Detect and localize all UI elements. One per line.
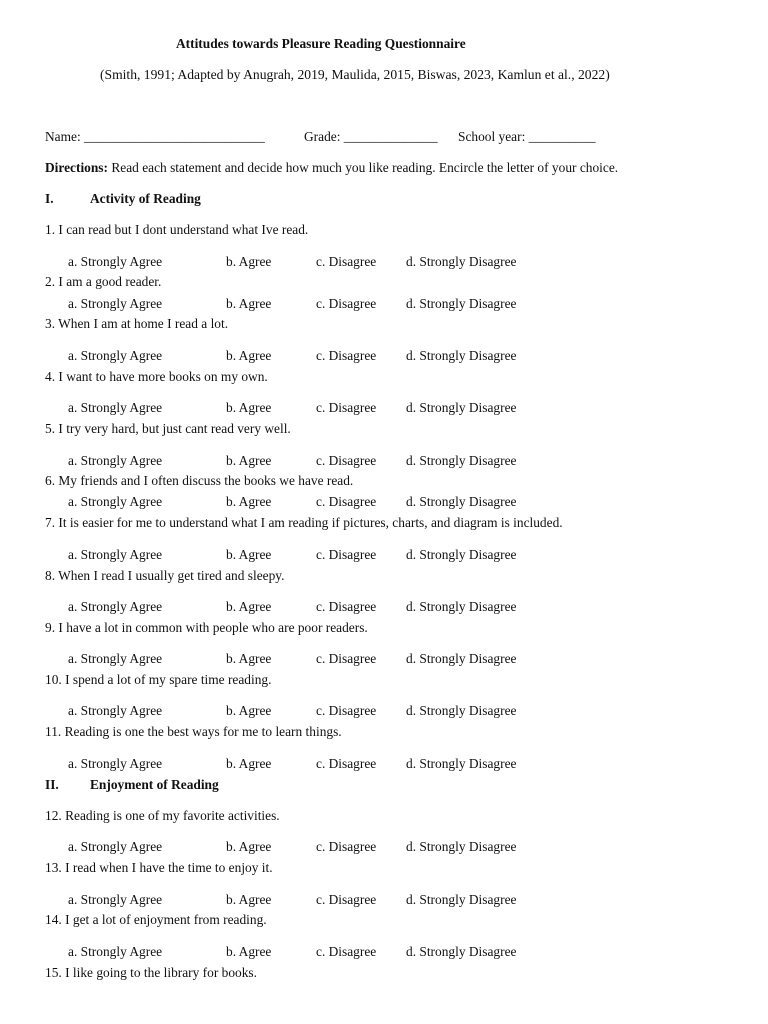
answer-options (68, 651, 548, 667)
answer-options (68, 547, 548, 563)
option-strongly-disagree[interactable]: d. Strongly Disagree (406, 453, 517, 468)
option-disagree[interactable]: c. Disagree (316, 400, 377, 415)
option-strongly-disagree[interactable]: d. Strongly Disagree (406, 400, 517, 415)
option-strongly-disagree[interactable]: d. Strongly Disagree (406, 839, 517, 854)
option-agree[interactable]: b. Agree (226, 547, 272, 562)
option-agree[interactable]: b. Agree (226, 296, 272, 311)
option-strongly-agree[interactable]: a. Strongly Agree (68, 839, 163, 854)
option-disagree[interactable]: c. Disagree (316, 599, 377, 614)
option-strongly-disagree[interactable]: d. Strongly Disagree (406, 892, 517, 907)
option-strongly-disagree[interactable]: d. Strongly Disagree (406, 703, 517, 718)
option-disagree[interactable]: c. Disagree (316, 756, 377, 771)
option-strongly-disagree[interactable]: d. Strongly Disagree (406, 944, 517, 959)
question-text: 10. I spend a lot of my spare time reading. (45, 672, 272, 687)
question-text: 3. When I am at home I read a lot. (45, 316, 229, 331)
option-strongly-disagree[interactable]: d. Strongly Disagree (406, 547, 517, 562)
section-title: Enjoyment of Reading (90, 777, 219, 792)
option-strongly-agree[interactable]: a. Strongly Agree (68, 703, 163, 718)
option-agree[interactable]: b. Agree (226, 651, 272, 666)
answer-options (68, 348, 548, 364)
option-strongly-agree[interactable]: a. Strongly Agree (68, 348, 163, 363)
answer-options (68, 892, 548, 908)
option-agree[interactable]: b. Agree (226, 348, 272, 363)
question-text: 2. I am a good reader. (45, 274, 162, 289)
school-year-field[interactable]: School year: __________ (458, 129, 596, 144)
question-text: 6. My friends and I often discuss the books we have read. (45, 473, 354, 488)
citation: (Smith, 1991; Adapted by Anugrah, 2019, Maulida, 2015, Biswas, 2023, Kamlun et al., 2022) (100, 67, 610, 82)
question-text: 4. I want to have more books on my own. (45, 369, 268, 384)
answer-options (68, 703, 548, 719)
answer-options (68, 400, 548, 416)
directions (45, 160, 618, 176)
question-text: 12. Reading is one of my favorite activities. (45, 808, 280, 823)
option-strongly-agree[interactable]: a. Strongly Agree (68, 651, 163, 666)
option-strongly-agree[interactable]: a. Strongly Agree (68, 254, 163, 269)
option-strongly-agree[interactable]: a. Strongly Agree (68, 453, 163, 468)
option-agree[interactable]: b. Agree (226, 254, 272, 269)
option-agree[interactable]: b. Agree (226, 839, 272, 854)
option-strongly-agree[interactable]: a. Strongly Agree (68, 599, 163, 614)
option-disagree[interactable]: c. Disagree (316, 703, 377, 718)
section-title: Activity of Reading (90, 191, 201, 206)
question-text: 14. I get a lot of enjoyment from reading. (45, 912, 267, 927)
option-strongly-agree[interactable]: a. Strongly Agree (68, 892, 163, 907)
option-disagree[interactable]: c. Disagree (316, 348, 377, 363)
option-strongly-disagree[interactable]: d. Strongly Disagree (406, 348, 517, 363)
option-strongly-disagree[interactable]: d. Strongly Disagree (406, 599, 517, 614)
answer-options (68, 453, 548, 469)
option-strongly-agree[interactable]: a. Strongly Agree (68, 547, 163, 562)
option-strongly-disagree[interactable]: d. Strongly Disagree (406, 296, 517, 311)
answer-options (68, 756, 548, 772)
directions-text: Read each statement and decide how much you like reading. Encircle the letter of your choice. (107, 160, 619, 175)
option-strongly-agree[interactable]: a. Strongly Agree (68, 756, 163, 771)
option-disagree[interactable]: c. Disagree (316, 494, 377, 509)
option-strongly-agree[interactable]: a. Strongly Agree (68, 400, 163, 415)
answer-options (68, 494, 548, 510)
answer-options (68, 296, 548, 312)
option-disagree[interactable]: c. Disagree (316, 296, 377, 311)
option-strongly-disagree[interactable]: d. Strongly Disagree (406, 254, 517, 269)
name-field[interactable]: Name: ___________________________ (45, 129, 265, 144)
option-disagree[interactable]: c. Disagree (316, 453, 377, 468)
option-strongly-agree[interactable]: a. Strongly Agree (68, 494, 163, 509)
question-text: 9. I have a lot in common with people who are poor readers. (45, 620, 368, 635)
option-strongly-disagree[interactable]: d. Strongly Disagree (406, 756, 517, 771)
section-number: II. (45, 777, 59, 792)
question-text: 15. I like going to the library for books. (45, 965, 257, 980)
answer-options (68, 944, 548, 960)
option-agree[interactable]: b. Agree (226, 756, 272, 771)
option-strongly-disagree[interactable]: d. Strongly Disagree (406, 651, 517, 666)
question-text: 1. I can read but I dont understand what Ive read. (45, 222, 309, 237)
option-agree[interactable]: b. Agree (226, 892, 272, 907)
question-text: 7. It is easier for me to understand what I am reading if pictures, charts, and diagram is included. (45, 515, 563, 530)
option-disagree[interactable]: c. Disagree (316, 651, 377, 666)
answer-options (68, 254, 548, 270)
option-disagree[interactable]: c. Disagree (316, 892, 377, 907)
answer-options (68, 599, 548, 615)
option-disagree[interactable]: c. Disagree (316, 547, 377, 562)
answer-options (68, 839, 548, 855)
question-text: 8. When I read I usually get tired and sleepy. (45, 568, 285, 583)
option-strongly-agree[interactable]: a. Strongly Agree (68, 296, 163, 311)
option-strongly-agree[interactable]: a. Strongly Agree (68, 944, 163, 959)
page-title: Attitudes towards Pleasure Reading Questionnaire (176, 36, 466, 51)
question-text: 5. I try very hard, but just cant read very well. (45, 421, 291, 436)
option-agree[interactable]: b. Agree (226, 944, 272, 959)
option-agree[interactable]: b. Agree (226, 453, 272, 468)
section-number: I. (45, 191, 54, 206)
option-agree[interactable]: b. Agree (226, 400, 272, 415)
option-agree[interactable]: b. Agree (226, 599, 272, 614)
directions-label: Directions: (45, 160, 108, 175)
option-disagree[interactable]: c. Disagree (316, 944, 377, 959)
question-text: 13. I read when I have the time to enjoy it. (45, 860, 273, 875)
question-text: 11. Reading is one the best ways for me to learn things. (45, 724, 342, 739)
option-agree[interactable]: b. Agree (226, 703, 272, 718)
option-disagree[interactable]: c. Disagree (316, 254, 377, 269)
grade-field[interactable]: Grade: ______________ (304, 129, 438, 144)
option-disagree[interactable]: c. Disagree (316, 839, 377, 854)
option-strongly-disagree[interactable]: d. Strongly Disagree (406, 494, 517, 509)
option-agree[interactable]: b. Agree (226, 494, 272, 509)
